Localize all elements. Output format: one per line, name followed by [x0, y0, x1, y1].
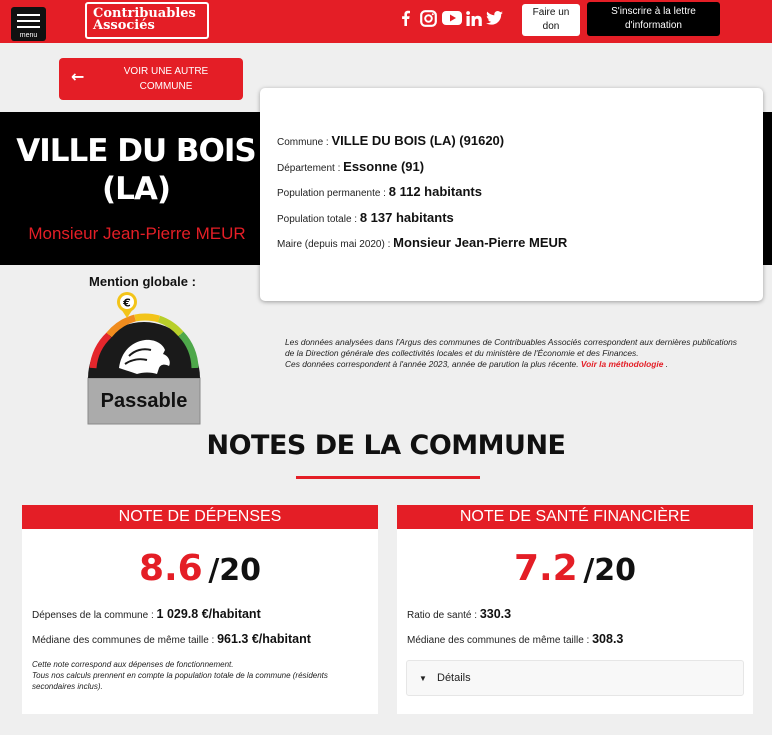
other-commune-button[interactable]: ← VOIR UNE AUTRE COMMUNE — [59, 58, 243, 100]
sante-ratio: Ratio de santé : 330.3 — [407, 607, 512, 621]
mention-globale-label: Mention globale : — [89, 274, 196, 289]
svg-text:€: € — [123, 296, 131, 310]
note-depenses-title: NOTE DE DÉPENSES — [22, 505, 378, 529]
details-toggle[interactable]: ▼ Détails — [406, 660, 744, 696]
sante-mediane: Médiane des communes de même taille : 308.3 — [407, 632, 624, 646]
note-sante-score: 7.2 /20 — [513, 548, 637, 589]
youtube-icon[interactable] — [441, 9, 463, 27]
section-title: NOTES DE LA COMMUNE — [206, 430, 566, 461]
methodology-link[interactable]: Voir la méthodologie — [580, 359, 664, 369]
instagram-icon[interactable] — [418, 9, 438, 27]
hamburger-icon — [17, 14, 40, 16]
euro-marker-icon — [117, 292, 137, 318]
note-depenses-card — [22, 505, 378, 714]
newsletter-button[interactable]: S'inscrire à la lettre d'information — [587, 2, 720, 36]
note-sante-card — [397, 505, 753, 714]
commune-info-card — [260, 88, 763, 301]
twitter-icon[interactable] — [485, 9, 504, 27]
caret-down-icon: ▼ — [419, 674, 427, 683]
info-departement: Département : Essonne (91) — [277, 159, 425, 174]
facebook-icon[interactable] — [399, 9, 411, 27]
mention-value: Passable — [100, 390, 188, 412]
info-population-totale: Population totale : 8 137 habitants — [277, 210, 454, 225]
mayor-name: Monsieur Jean-Pierre MEUR — [28, 224, 246, 243]
section-underline — [296, 476, 480, 479]
top-header — [0, 0, 772, 43]
commune-title: VILLE DU BOIS (LA) — [16, 133, 256, 207]
depenses-mediane: Médiane des communes de même taille : 961.3 €/habitant — [32, 632, 311, 646]
arrow-left-icon: ← — [71, 67, 85, 86]
info-maire: Maire (depuis mai 2020) : Monsieur Jean-Pierre MEUR — [277, 235, 568, 250]
linkedin-icon[interactable] — [465, 9, 483, 27]
depenses-commune: Dépenses de la commune : 1 029.8 €/habitant — [32, 607, 261, 621]
depenses-footnote: Cette note correspond aux dépenses de fonctionnement. Tous nos calculs prennent en compte la population totale de la commune (résidents secondaires inclus). — [32, 660, 328, 691]
note-depenses-score: 8.6 /20 — [138, 548, 262, 589]
note-sante-title: NOTE DE SANTÉ FINANCIÈRE — [397, 505, 753, 529]
donate-button[interactable]: Faire un don — [522, 4, 580, 36]
menu-button[interactable] — [11, 7, 46, 41]
menu-label: menu — [19, 32, 38, 39]
data-disclaimer: Les données analysées dans l'Argus des communes de Contribuables Associés correspondent aux dernières publications de la Direction générale des collectivités locales et du ministère de l'Économie et des Finances. Ces données correspondent à l'année 2023, année de parution la plus récente. Voir la méthodologie . — [285, 337, 737, 369]
info-population-permanente: Population permanente : 8 112 habitants — [277, 184, 482, 199]
info-commune: Commune : VILLE DU BOIS (LA) (91620) — [277, 133, 505, 148]
site-logo[interactable]: Contribuables Associés — [85, 2, 209, 39]
